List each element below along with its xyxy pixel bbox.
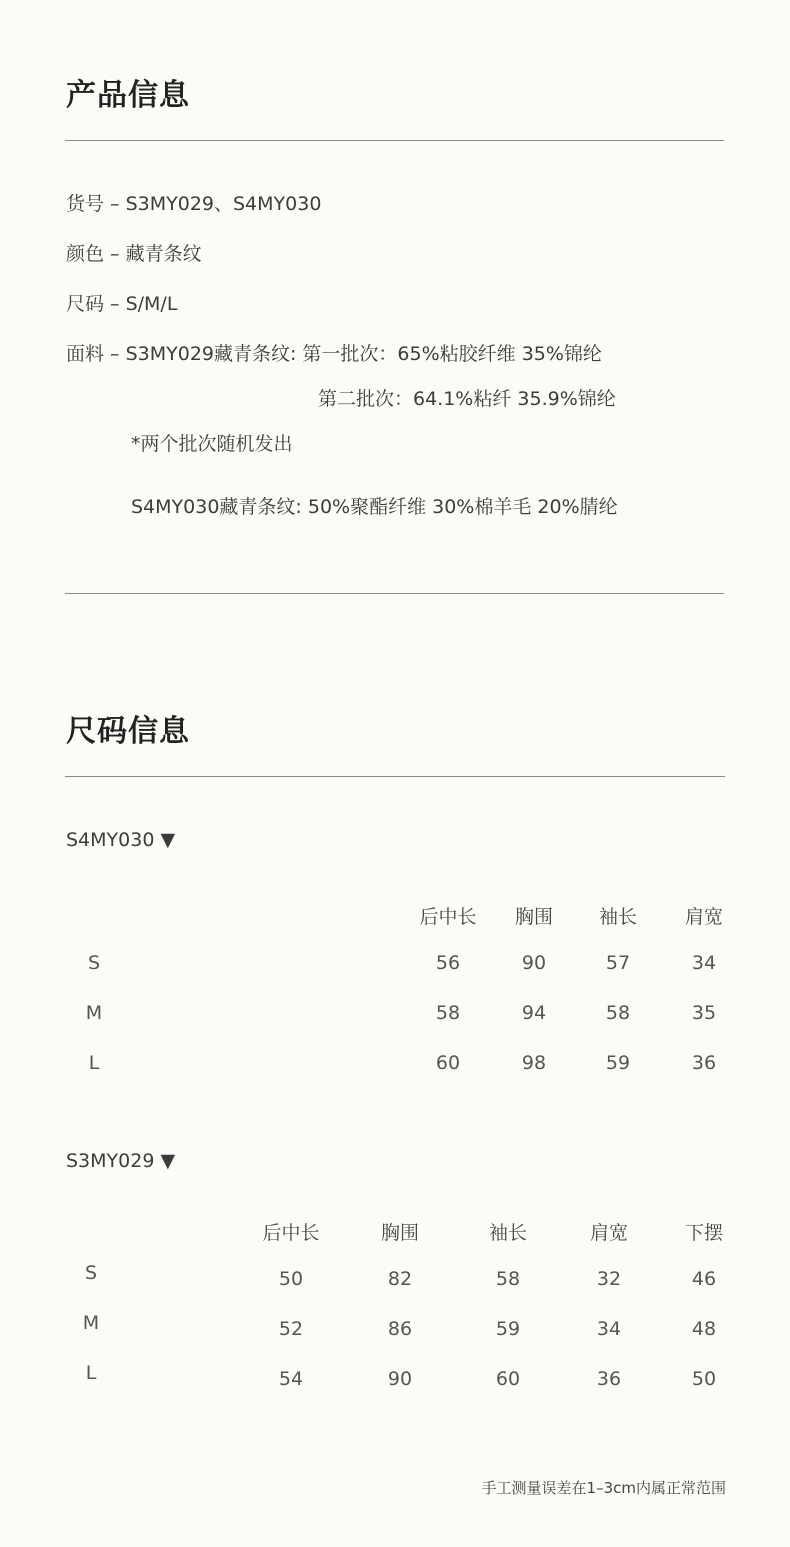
table-cell: 36 — [691, 1052, 717, 1074]
table-cell: 56 — [435, 952, 461, 974]
table-cell: 58 — [495, 1268, 521, 1290]
table-cell: 57 — [605, 952, 631, 974]
measurement-note: 手工测量误差在1–3cm内属正常范围 — [481, 1479, 726, 1497]
column-header: 肩宽 — [589, 1222, 629, 1244]
fabric-line: 面料 – S3MY029藏青条纹: 第一批次：65%粘胶纤维 35%锦纶 — [66, 343, 602, 365]
table-cell: 59 — [495, 1318, 521, 1340]
table-cell: 86 — [387, 1318, 413, 1340]
table-cell: 52 — [278, 1318, 304, 1340]
model-selector-s4my030[interactable]: S4MY030 ▼ — [66, 829, 176, 851]
column-header: 后中长 — [419, 906, 477, 928]
table-cell: 98 — [521, 1052, 547, 1074]
row-size-label: M — [85, 1002, 103, 1024]
table-cell: 35 — [691, 1002, 717, 1024]
table-cell: 94 — [521, 1002, 547, 1024]
table-cell: 60 — [435, 1052, 461, 1074]
table-cell: 34 — [691, 952, 717, 974]
table-cell: 36 — [596, 1368, 622, 1390]
fabric-s4my030-line: S4MY030藏青条纹: 50%聚酯纤维 30%棉羊毛 20%腈纶 — [131, 496, 618, 518]
table-cell: 58 — [605, 1002, 631, 1024]
row-size-label: M — [82, 1312, 100, 1334]
divider — [65, 593, 724, 594]
color-line: 颜色 – 藏青条纹 — [66, 243, 202, 265]
table-cell: 34 — [596, 1318, 622, 1340]
table-cell: 48 — [691, 1318, 717, 1340]
table-cell: 82 — [387, 1268, 413, 1290]
column-header: 肩宽 — [684, 906, 724, 928]
table-cell: 46 — [691, 1268, 717, 1290]
table-cell: 32 — [596, 1268, 622, 1290]
column-header: 袖长 — [488, 1222, 528, 1244]
table-cell: 59 — [605, 1052, 631, 1074]
row-size-label: S — [87, 952, 101, 974]
column-header: 下摆 — [684, 1222, 724, 1244]
size-info-title: 尺码信息 — [66, 714, 190, 749]
column-header: 胸围 — [514, 906, 554, 928]
sku-line: 货号 – S3MY029、S4MY030 — [66, 193, 322, 215]
table-cell: 60 — [495, 1368, 521, 1390]
model-selector-s3my029[interactable]: S3MY029 ▼ — [66, 1150, 176, 1172]
product-info-title: 产品信息 — [66, 78, 190, 113]
size-line: 尺码 – S/M/L — [66, 293, 178, 315]
fabric-batch-note: *两个批次随机发出 — [131, 433, 293, 455]
column-header: 袖长 — [598, 906, 638, 928]
row-size-label: L — [88, 1052, 100, 1074]
divider — [65, 776, 725, 777]
row-size-label: S — [84, 1262, 98, 1284]
table-cell: 58 — [435, 1002, 461, 1024]
divider — [65, 140, 724, 141]
table-cell: 90 — [387, 1368, 413, 1390]
table-cell: 50 — [691, 1368, 717, 1390]
table-cell: 50 — [278, 1268, 304, 1290]
table-cell: 54 — [278, 1368, 304, 1390]
column-header: 后中长 — [262, 1222, 320, 1244]
column-header: 胸围 — [380, 1222, 420, 1244]
row-size-label: L — [85, 1362, 97, 1384]
table-cell: 90 — [521, 952, 547, 974]
fabric-batch-2-line: 第二批次：64.1%粘纤 35.9%锦纶 — [318, 388, 616, 410]
